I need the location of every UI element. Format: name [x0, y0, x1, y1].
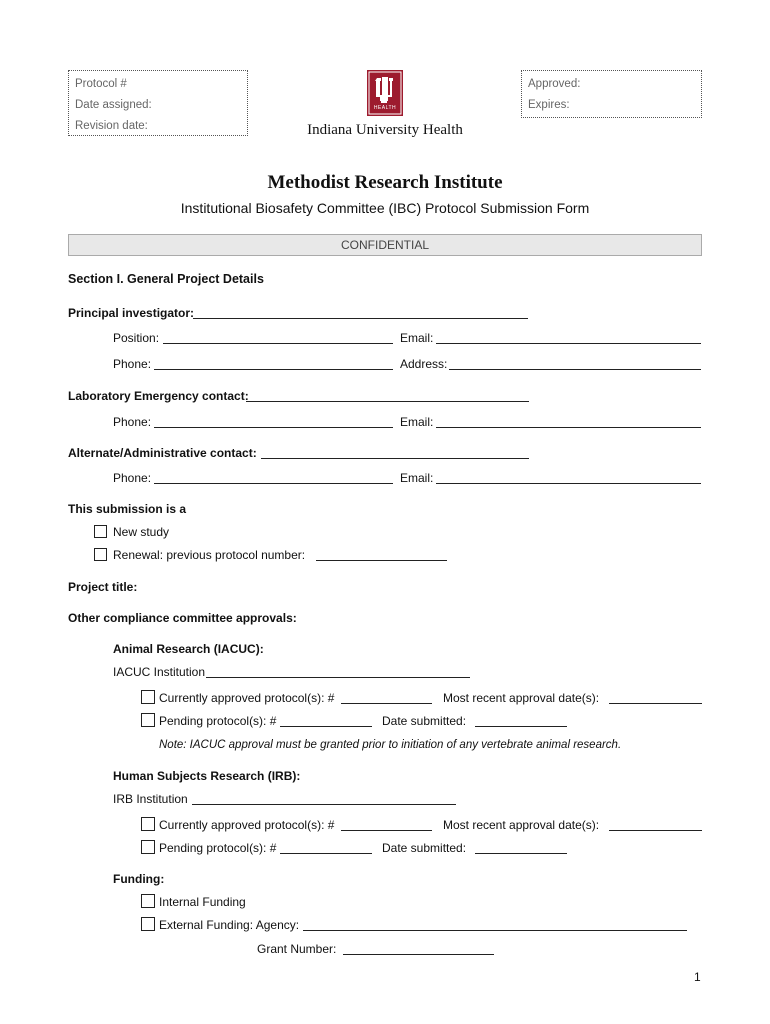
- other-approvals-label: Other compliance committee approvals:: [68, 611, 297, 625]
- lab-contact-label: Laboratory Emergency contact:: [68, 389, 249, 403]
- iacuc-most-recent-input-line[interactable]: [609, 703, 702, 704]
- irb-most-recent-label: Most recent approval date(s):: [443, 818, 600, 832]
- external-funding-checkbox[interactable]: [141, 917, 155, 931]
- iacuc-approved-checkbox[interactable]: [141, 690, 155, 704]
- alt-phone-input-line[interactable]: [154, 483, 393, 484]
- revision-date-label: Revision date:: [75, 120, 148, 132]
- iacuc-note: Note: IACUC approval must be granted prior to initiation of any vertebrate animal research.: [159, 739, 622, 751]
- irb-most-recent-input-line[interactable]: [609, 830, 702, 831]
- page-number: 1: [694, 970, 701, 984]
- logo-health-text: HEALTH: [373, 105, 397, 111]
- new-study-label: New study: [113, 525, 170, 539]
- date-assigned-label: Date assigned:: [75, 99, 152, 111]
- section-heading: Section I. General Project Details: [68, 272, 264, 286]
- address-label: Address:: [400, 357, 448, 371]
- submission-label: This submission is a: [68, 502, 187, 516]
- lab-email-input-line[interactable]: [436, 427, 701, 428]
- iacuc-approved-input-line[interactable]: [341, 703, 432, 704]
- external-funding-label: External Funding: Agency:: [159, 918, 300, 932]
- org-name: Indiana University Health: [307, 122, 463, 138]
- iacuc-pending-checkbox[interactable]: [141, 713, 155, 727]
- lab-phone-input-line[interactable]: [154, 427, 393, 428]
- grant-number-input-line[interactable]: [343, 954, 494, 955]
- iacuc-most-recent-label: Most recent approval date(s):: [443, 691, 600, 705]
- irb-approved-input-line[interactable]: [341, 830, 432, 831]
- iacuc-approved-label: Currently approved protocol(s): #: [159, 691, 335, 705]
- human-research-heading: Human Subjects Research (IRB):: [113, 769, 301, 783]
- agency-input-line[interactable]: [303, 930, 687, 931]
- alt-contact-input-line[interactable]: [261, 458, 529, 459]
- pi-email-input-line[interactable]: [436, 343, 701, 344]
- new-study-checkbox[interactable]: [94, 525, 107, 538]
- iacuc-date-submitted-label: Date submitted:: [382, 714, 467, 728]
- project-title-label: Project title:: [68, 580, 138, 594]
- page-title: Methodist Research Institute: [267, 172, 503, 193]
- pi-input-line[interactable]: [193, 318, 528, 319]
- pi-phone-input-line[interactable]: [154, 369, 393, 370]
- irb-pending-input-line[interactable]: [280, 853, 372, 854]
- iacuc-institution-label: IACUC Institution: [113, 665, 206, 679]
- position-input-line[interactable]: [163, 343, 393, 344]
- irb-date-submitted-input-line[interactable]: [475, 853, 567, 854]
- internal-funding-checkbox[interactable]: [141, 894, 155, 908]
- iacuc-pending-label: Pending protocol(s): #: [159, 714, 277, 728]
- approved-label: Approved:: [528, 78, 581, 90]
- animal-research-heading: Animal Research (IACUC):: [113, 642, 264, 656]
- irb-approved-checkbox[interactable]: [141, 817, 155, 831]
- alt-email-input-line[interactable]: [436, 483, 701, 484]
- irb-pending-checkbox[interactable]: [141, 840, 155, 854]
- renewal-label: Renewal: previous protocol number:: [113, 548, 306, 562]
- page-subtitle: Institutional Biosafety Committee (IBC) Protocol Submission Form: [180, 200, 590, 216]
- pi-label: Principal investigator:: [68, 306, 195, 320]
- alt-contact-label: Alternate/Administrative contact:: [68, 446, 257, 460]
- lab-contact-input-line[interactable]: [246, 401, 529, 402]
- expires-label: Expires:: [528, 99, 570, 111]
- irb-date-submitted-label: Date submitted:: [382, 841, 467, 855]
- position-label: Position:: [113, 331, 160, 345]
- address-input-line[interactable]: [449, 369, 701, 370]
- approval-info-box: [521, 70, 702, 118]
- lab-email-label: Email:: [400, 415, 434, 429]
- iacuc-institution-input-line[interactable]: [206, 677, 470, 678]
- irb-institution-input-line[interactable]: [192, 804, 456, 805]
- iacuc-date-submitted-input-line[interactable]: [475, 726, 567, 727]
- iu-logo: [367, 70, 403, 116]
- protocol-info-box: [68, 70, 248, 136]
- irb-approved-label: Currently approved protocol(s): #: [159, 818, 335, 832]
- renewal-checkbox[interactable]: [94, 548, 107, 561]
- internal-funding-label: Internal Funding: [159, 895, 246, 909]
- protocol-number-label: Protocol #: [75, 78, 127, 90]
- renewal-number-input-line[interactable]: [316, 560, 447, 561]
- lab-phone-label: Phone:: [113, 415, 152, 429]
- pi-phone-label: Phone:: [113, 357, 152, 371]
- alt-email-label: Email:: [400, 471, 434, 485]
- confidential-banner: CONFIDENTIAL: [68, 234, 702, 256]
- alt-phone-label: Phone:: [113, 471, 152, 485]
- irb-pending-label: Pending protocol(s): #: [159, 841, 277, 855]
- irb-institution-label: IRB Institution: [113, 792, 188, 806]
- pi-email-label: Email:: [400, 331, 434, 345]
- funding-heading: Funding:: [113, 872, 165, 886]
- iacuc-pending-input-line[interactable]: [280, 726, 372, 727]
- grant-number-label: Grant Number:: [257, 942, 337, 956]
